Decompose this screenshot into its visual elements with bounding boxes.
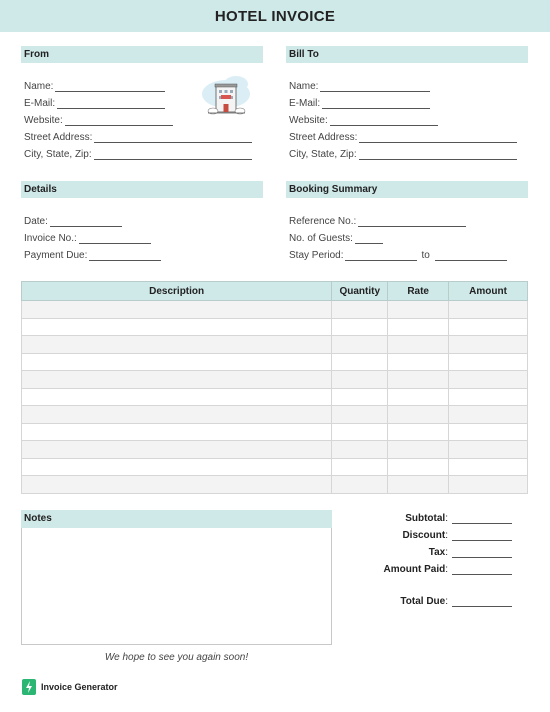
amount-cell[interactable]: [449, 353, 528, 371]
billto-email-label: E-Mail:: [289, 98, 321, 109]
rate-cell[interactable]: [388, 476, 449, 494]
rate-cell[interactable]: [388, 423, 449, 441]
quantity-cell[interactable]: [332, 476, 388, 494]
amount-cell[interactable]: [449, 301, 528, 319]
quantity-cell[interactable]: [332, 371, 388, 389]
billto-street-label: Street Address:: [289, 132, 358, 143]
description-cell[interactable]: [22, 336, 332, 354]
rate-cell[interactable]: [388, 458, 449, 476]
tax-label: Tax: [428, 547, 446, 558]
rate-cell[interactable]: [388, 371, 449, 389]
table-row: [22, 371, 528, 389]
description-cell[interactable]: [22, 318, 332, 336]
amount-cell[interactable]: [449, 423, 528, 441]
from-website-label: Website:: [24, 115, 63, 126]
stay-period-to-label: to: [421, 250, 430, 261]
rate-cell[interactable]: [388, 441, 449, 459]
amount-cell[interactable]: [449, 371, 528, 389]
billto-website-label: Website:: [289, 115, 328, 126]
amount-cell[interactable]: [449, 406, 528, 424]
billto-name-field[interactable]: [289, 81, 430, 92]
booking-summary-heading: Booking Summary: [286, 181, 528, 198]
from-email-field[interactable]: [24, 98, 165, 109]
from-name-label: Name:: [24, 81, 54, 92]
from-website-field[interactable]: [24, 115, 173, 126]
line-items-table: [21, 281, 528, 494]
billto-email-field[interactable]: [289, 98, 430, 109]
amount-cell[interactable]: [449, 458, 528, 476]
quantity-cell[interactable]: [332, 353, 388, 371]
page-title: HOTEL INVOICE: [214, 7, 336, 25]
from-street-label: Street Address:: [24, 132, 93, 143]
billto-street-field[interactable]: [289, 132, 517, 143]
payment-due-field[interactable]: [24, 250, 161, 261]
amount-cell[interactable]: [449, 388, 528, 406]
notes-textarea[interactable]: [21, 528, 332, 645]
date-label: Date:: [24, 216, 48, 227]
from-city-field[interactable]: [24, 149, 252, 160]
total-due-label: Total Due: [400, 596, 446, 607]
discount-label: Discount: [402, 530, 446, 541]
title-bar: [0, 0, 550, 32]
rate-cell[interactable]: [388, 353, 449, 371]
billto-city-field[interactable]: [289, 149, 517, 160]
invoice-no-field[interactable]: [24, 233, 151, 244]
rate-cell[interactable]: [388, 336, 449, 354]
reference-no-label: Reference No.:: [289, 216, 357, 227]
amount-cell[interactable]: [449, 476, 528, 494]
amount-paid-row[interactable]: Amount Paid :: [340, 564, 512, 575]
description-cell[interactable]: [22, 423, 332, 441]
tax-row[interactable]: Tax :: [340, 547, 512, 558]
amount-cell[interactable]: [449, 441, 528, 459]
description-cell[interactable]: [22, 353, 332, 371]
rate-cell[interactable]: [388, 301, 449, 319]
amount-paid-label: Amount Paid: [383, 564, 446, 575]
table-header-row: [22, 282, 528, 301]
quantity-cell[interactable]: [332, 441, 388, 459]
quantity-cell[interactable]: [332, 388, 388, 406]
description-cell[interactable]: [22, 301, 332, 319]
description-header: Description: [22, 282, 332, 301]
from-name-field[interactable]: [24, 81, 165, 92]
from-email-label: E-Mail:: [24, 98, 56, 109]
description-cell[interactable]: [22, 371, 332, 389]
amount-cell[interactable]: [449, 336, 528, 354]
subtotal-row[interactable]: Subtotal :: [340, 513, 512, 524]
date-field[interactable]: [24, 216, 122, 227]
table-row: [22, 353, 528, 371]
guests-field[interactable]: [289, 233, 383, 244]
subtotal-label: Subtotal: [405, 513, 446, 524]
description-cell[interactable]: [22, 476, 332, 494]
table-row: [22, 388, 528, 406]
table-row: [22, 406, 528, 424]
billto-website-field[interactable]: [289, 115, 438, 126]
billto-city-label: City, State, Zip:: [289, 149, 357, 160]
from-city-label: City, State, Zip:: [24, 149, 92, 160]
description-cell[interactable]: [22, 441, 332, 459]
description-cell[interactable]: [22, 458, 332, 476]
hotel-building-icon: [200, 74, 252, 116]
bill-to-heading: Bill To: [286, 46, 528, 63]
brand-logo[interactable]: [22, 679, 118, 695]
description-cell[interactable]: [22, 406, 332, 424]
brand-name: Invoice Generator: [41, 682, 118, 692]
quantity-cell[interactable]: [332, 458, 388, 476]
stay-period-label: Stay Period:: [289, 250, 344, 261]
quantity-cell[interactable]: [332, 423, 388, 441]
quantity-cell[interactable]: [332, 406, 388, 424]
stay-period-field[interactable]: [289, 250, 507, 261]
table-row: [22, 423, 528, 441]
total-due-row[interactable]: Total Due :: [340, 596, 512, 607]
from-street-field[interactable]: [24, 132, 252, 143]
table-row: [22, 441, 528, 459]
payment-due-label: Payment Due:: [24, 250, 88, 261]
quantity-cell[interactable]: [332, 336, 388, 354]
lightning-bolt-icon: [22, 679, 36, 695]
details-heading: Details: [21, 181, 263, 198]
notes-heading: Notes: [21, 510, 332, 528]
rate-header: Rate: [388, 282, 449, 301]
table-row: [22, 458, 528, 476]
amount-header: Amount: [449, 282, 528, 301]
rate-cell[interactable]: [388, 318, 449, 336]
table-row: [22, 476, 528, 494]
quantity-header: Quantity: [332, 282, 388, 301]
rate-cell[interactable]: [388, 388, 449, 406]
table-row: [22, 301, 528, 319]
quantity-cell[interactable]: [332, 301, 388, 319]
table-row: [22, 336, 528, 354]
from-heading: From: [21, 46, 263, 63]
quantity-cell[interactable]: [332, 318, 388, 336]
reference-no-field[interactable]: [289, 216, 466, 227]
table-row: [22, 318, 528, 336]
closing-message: We hope to see you again soon!: [104, 652, 249, 663]
discount-row[interactable]: Discount :: [340, 530, 512, 541]
rate-cell[interactable]: [388, 406, 449, 424]
amount-cell[interactable]: [449, 318, 528, 336]
invoice-no-label: Invoice No.:: [24, 233, 77, 244]
guests-label: No. of Guests:: [289, 233, 353, 244]
billto-name-label: Name:: [289, 81, 319, 92]
description-cell[interactable]: [22, 388, 332, 406]
